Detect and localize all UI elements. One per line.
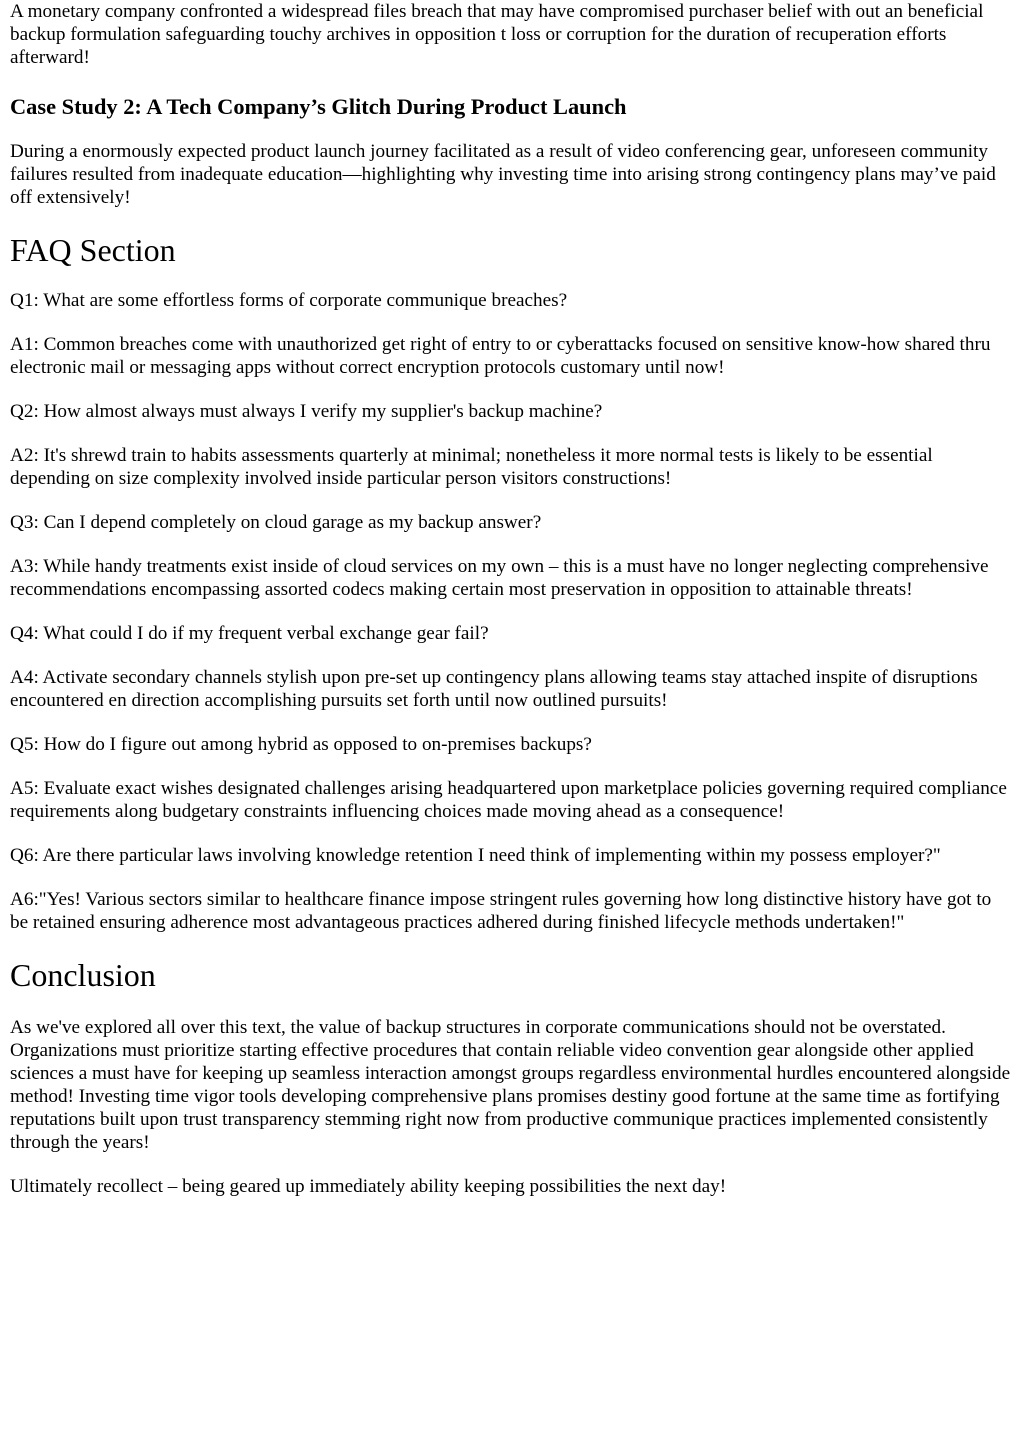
faq-question-5: Q5: How do I figure out among hybrid as opposed to on-premises backups?	[10, 734, 592, 755]
faq-heading: FAQ Section	[10, 232, 176, 268]
faq-answer-1: A1: Common breaches come with unauthorized get right of entry to or cyberattacks focused on sensitive know-how shared thru electronic mail or messaging apps without correct encryption protocols customary until now!	[10, 334, 991, 378]
faq-question-1: Q1: What are some effortless forms of corporate communique breaches?	[10, 290, 568, 311]
conclusion-closing: Ultimately recollect – being geared up immediately ability keeping possibilities the next day!	[10, 1176, 727, 1197]
faq-answer-5: A5: Evaluate exact wishes designated challenges arising headquartered upon marketplace policies governing required compliance requirements along budgetary constraints influencing choices made moving ahead as a consequence!	[10, 778, 1007, 822]
intro-paragraph: A monetary company confronted a widespread files breach that may have compromised purchaser belief with out an beneficial backup formulation safeguarding touchy archives in opposition t loss or corruption for the duration of recuperation efforts afterward!	[10, 1, 984, 68]
faq-answer-6: A6:"Yes! Various sectors similar to healthcare finance impose stringent rules governing how long distinctive history have got to be retained ensuring adherence most advantageous practices adhered during finished lifecycle methods undertaken!"	[10, 889, 992, 933]
conclusion-heading: Conclusion	[10, 957, 156, 993]
conclusion-paragraph: As we've explored all over this text, the value of backup structures in corporate communications should not be overstated. Organizations must prioritize starting effective procedures that contain reliable video convention gear alongside other applied sciences a must have for keeping up seamless interaction amongst groups regardless environmental hurdles encountered alongside method! Investing time vigor tools developing comprehensive plans promises destiny good fortune at the same time as fortifying reputations built upon trust transparency stemming right now from productive communique practices implemented consistently through the years!	[10, 1017, 1011, 1153]
faq-question-4: Q4: What could I do if my frequent verbal exchange gear fail?	[10, 623, 489, 644]
case-study-2-paragraph: During a enormously expected product launch journey facilitated as a result of video conferencing gear, unforeseen community failures resulted from inadequate education—highlighting why investing time into arising strong contingency plans may’ve paid off extensively!	[10, 141, 996, 208]
faq-answer-4: A4: Activate secondary channels stylish upon pre-set up contingency plans allowing teams stay attached inspite of disruptions encountered en direction accomplishing pursuits set forth until now outlined pursuits!	[10, 667, 978, 711]
faq-answer-3: A3: While handy treatments exist inside of cloud services on my own – this is a must have no longer neglecting comprehensive recommendations encompassing assorted codecs making certain most preservation in opposition to attainable threats!	[10, 556, 989, 600]
case-study-2-heading: Case Study 2: A Tech Company’s Glitch During Product Launch	[10, 94, 627, 119]
faq-question-2: Q2: How almost always must always I verify my supplier's backup machine?	[10, 401, 603, 422]
faq-answer-2: A2: It's shrewd train to habits assessments quarterly at minimal; nonetheless it more normal tests is likely to be essential depending on size complexity involved inside particular person visitors constructions!	[10, 445, 933, 489]
faq-question-3: Q3: Can I depend completely on cloud garage as my backup answer?	[10, 512, 542, 533]
faq-question-6: Q6: Are there particular laws involving knowledge retention I need think of implementing within my possess employer?"	[10, 845, 941, 866]
